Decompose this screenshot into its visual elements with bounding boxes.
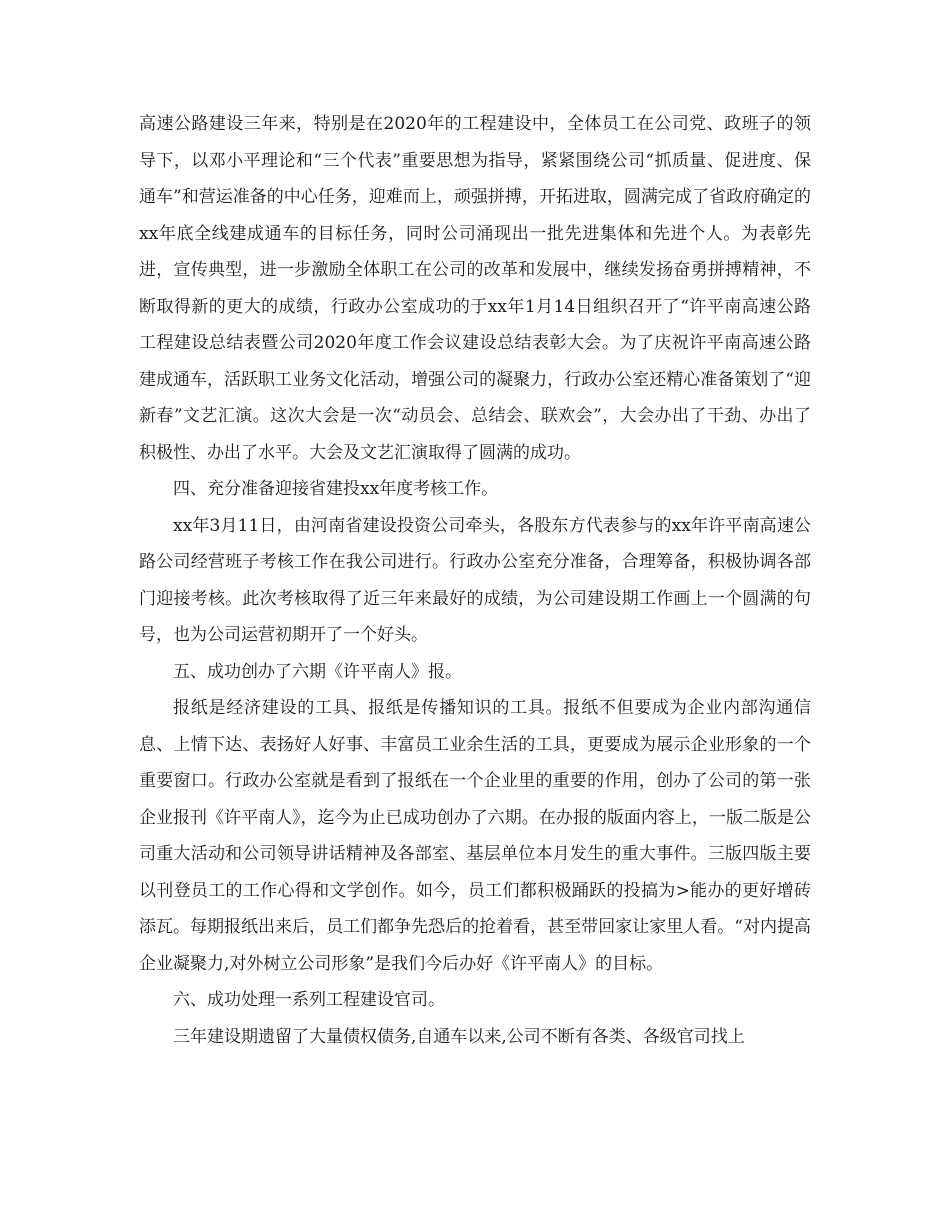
paragraph-intro-continued: 高速公路建设三年来，特别是在2020年的工程建设中，全体员工在公司党、政班子的领导下，以邓小平理论和“三个代表”重要思想为指导，紧紧围绕公司“抓质量、促进度、保通车”和营运准备的中心任务，迎难而上，顽强拼搏，开拓进取，圆满完成了省政府确定的xx年底全线建成通车的目标任务，同时公司涌现出一批先进集体和先进个人。为表彰先进，宣传典型，进一步激励全体职工在公司的改革和发展中，继续发扬奋勇拼搏精神，不断取得新的更大的成绩，行政办公室成功的于xx年1月14日组织召开了“许平南高速公路工程建设总结表暨公司2020年度工作会议建设总结表彰大会。为了庆祝许平南高速公路建成通车，活跃职工业务文化活动，增强公司的凝聚力，行政办公室还精心准备策划了“迎新春”文艺汇演。这次大会是一次“动员会、总结会、联欢会”，大会办出了干劲、办出了积极性、办出了水平。大会及文艺汇演取得了圆满的成功。 [139, 114, 811, 463]
section-heading-6: 六、成功处理一系列工程建设官司。 [173, 990, 445, 1010]
section-heading-5: 五、成功创办了六期《许平南人》报。 [173, 661, 462, 682]
section-heading-4: 四、充分准备迎接省建投xx年度考核工作。 [173, 479, 499, 499]
paragraph-assessment: xx年3月11日，由河南省建设投资公司牵头，各股东方代表参与的xx年许平南高速公路公司经营班子考核工作在我公司进行。行政办公室充分准备，合理筹备，积极协调各部门迎接考核。此次考核取得了近三年来最好的成绩，为公司建设期工作画上一个圆满的句号，也为公司运营初期开了一个好头。 [139, 515, 811, 645]
paragraph-newspaper: 报纸是经济建设的工具、报纸是传播知识的工具。报纸不但要成为企业内部沟通信息、上情下达、表扬好人好事、丰富员工业余生活的工具，更要成为展示企业形象的一个重要窗口。行政办公室就是看到了报纸在一个企业里的重要的作用，创办了公司的第一张企业报刊《许平南人》，迄今为止已成功创办了六期。在办报的版面内容上，一版二版是公司重大活动和公司领导讲话精神及各部室、基层单位本月发生的重大事件。三版四版主要以刊登员工的工作心得和文学创作。如今，员工们都积极踊跃的投搞为>能办的更好增砖添瓦。每期报纸出来后，员工们都争先恐后的抢着看，甚至带回家让家里人看。“对内提高企业凝聚力,对外树立公司形象”是我们今后办好《许平南人》的目标。 [139, 698, 811, 974]
document-page [139, 106, 811, 1055]
paragraph-lawsuits: 三年建设期遗留了大量债权债务,自通车以来,公司不断有各类、各级官司找上 [173, 1026, 745, 1047]
